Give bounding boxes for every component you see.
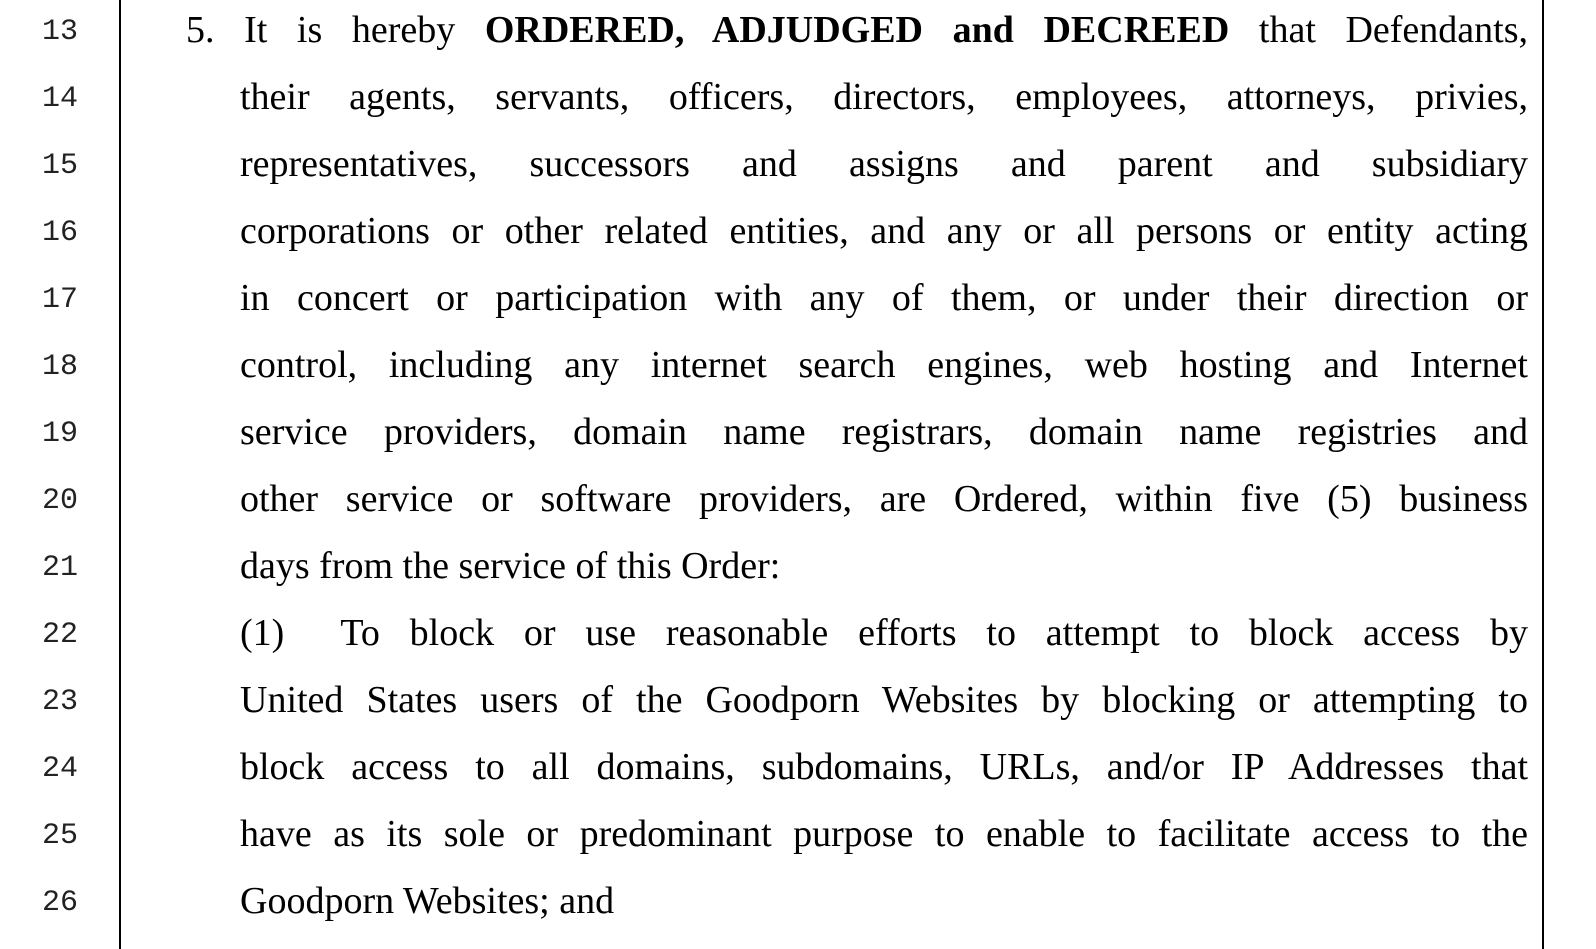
item-1-line (240, 613, 1528, 653)
paragraph-5-line: days from the service of this Order: (240, 545, 781, 587)
line-number: 22 (41, 618, 78, 652)
paragraph-5-line: corporations or other related entities, and any or all persons or entity acting (240, 210, 1528, 252)
paragraph-5-after-bold: that Defendants, (1258, 9, 1529, 51)
ordered-adjudged-decreed: ORDERED, ADJUDGED and DECREED (484, 9, 1230, 51)
line-number: 20 (41, 484, 78, 518)
paragraph-5-line: service providers, domain name registrars, domain name registries and (240, 411, 1528, 453)
paragraph-5-line: in concert or participation with any of them, or under their direction or (240, 277, 1528, 319)
item-1-line: have as its sole or predominant purpose to enable to facilitate access to the (240, 813, 1528, 855)
line-number: 19 (41, 417, 78, 451)
item-1-number: (1) (240, 612, 285, 654)
right-margin-rule (1542, 0, 1544, 949)
paragraph-5-line: their agents, servants, officers, directors, employees, attorneys, privies, (240, 76, 1528, 118)
line-number: 21 (41, 551, 78, 585)
paragraph-5-line: other service or software providers, are Ordered, within five (5) business (240, 478, 1528, 520)
line-number: 18 (41, 350, 78, 384)
line-number: 24 (41, 752, 78, 786)
paragraph-5-line: control, including any internet search engines, web hosting and Internet (240, 344, 1528, 386)
paragraph-5-lead: 5. It is hereby (186, 9, 456, 51)
line-number: 26 (41, 886, 78, 920)
line-number: 25 (41, 819, 78, 853)
left-margin-rule (119, 0, 121, 949)
line-number: 14 (41, 82, 78, 116)
paragraph-5-line: representatives, successors and assigns and parent and subsidiary (240, 143, 1528, 185)
line-number: 17 (41, 283, 78, 317)
line-number: 15 (41, 149, 78, 183)
line-number: 16 (41, 216, 78, 250)
item-1-line: Goodporn Websites; and (240, 880, 615, 922)
line-number: 13 (41, 15, 78, 49)
paragraph-5-line (186, 10, 1528, 50)
item-1-line: block access to all domains, subdomains, URLs, and/or IP Addresses that (240, 746, 1528, 788)
item-1-line: United States users of the Goodporn Websites by blocking or attempting to (240, 679, 1528, 721)
item-1-first-line: To block or use reasonable efforts to attempt to block access by (340, 612, 1528, 654)
line-number: 23 (41, 685, 78, 719)
